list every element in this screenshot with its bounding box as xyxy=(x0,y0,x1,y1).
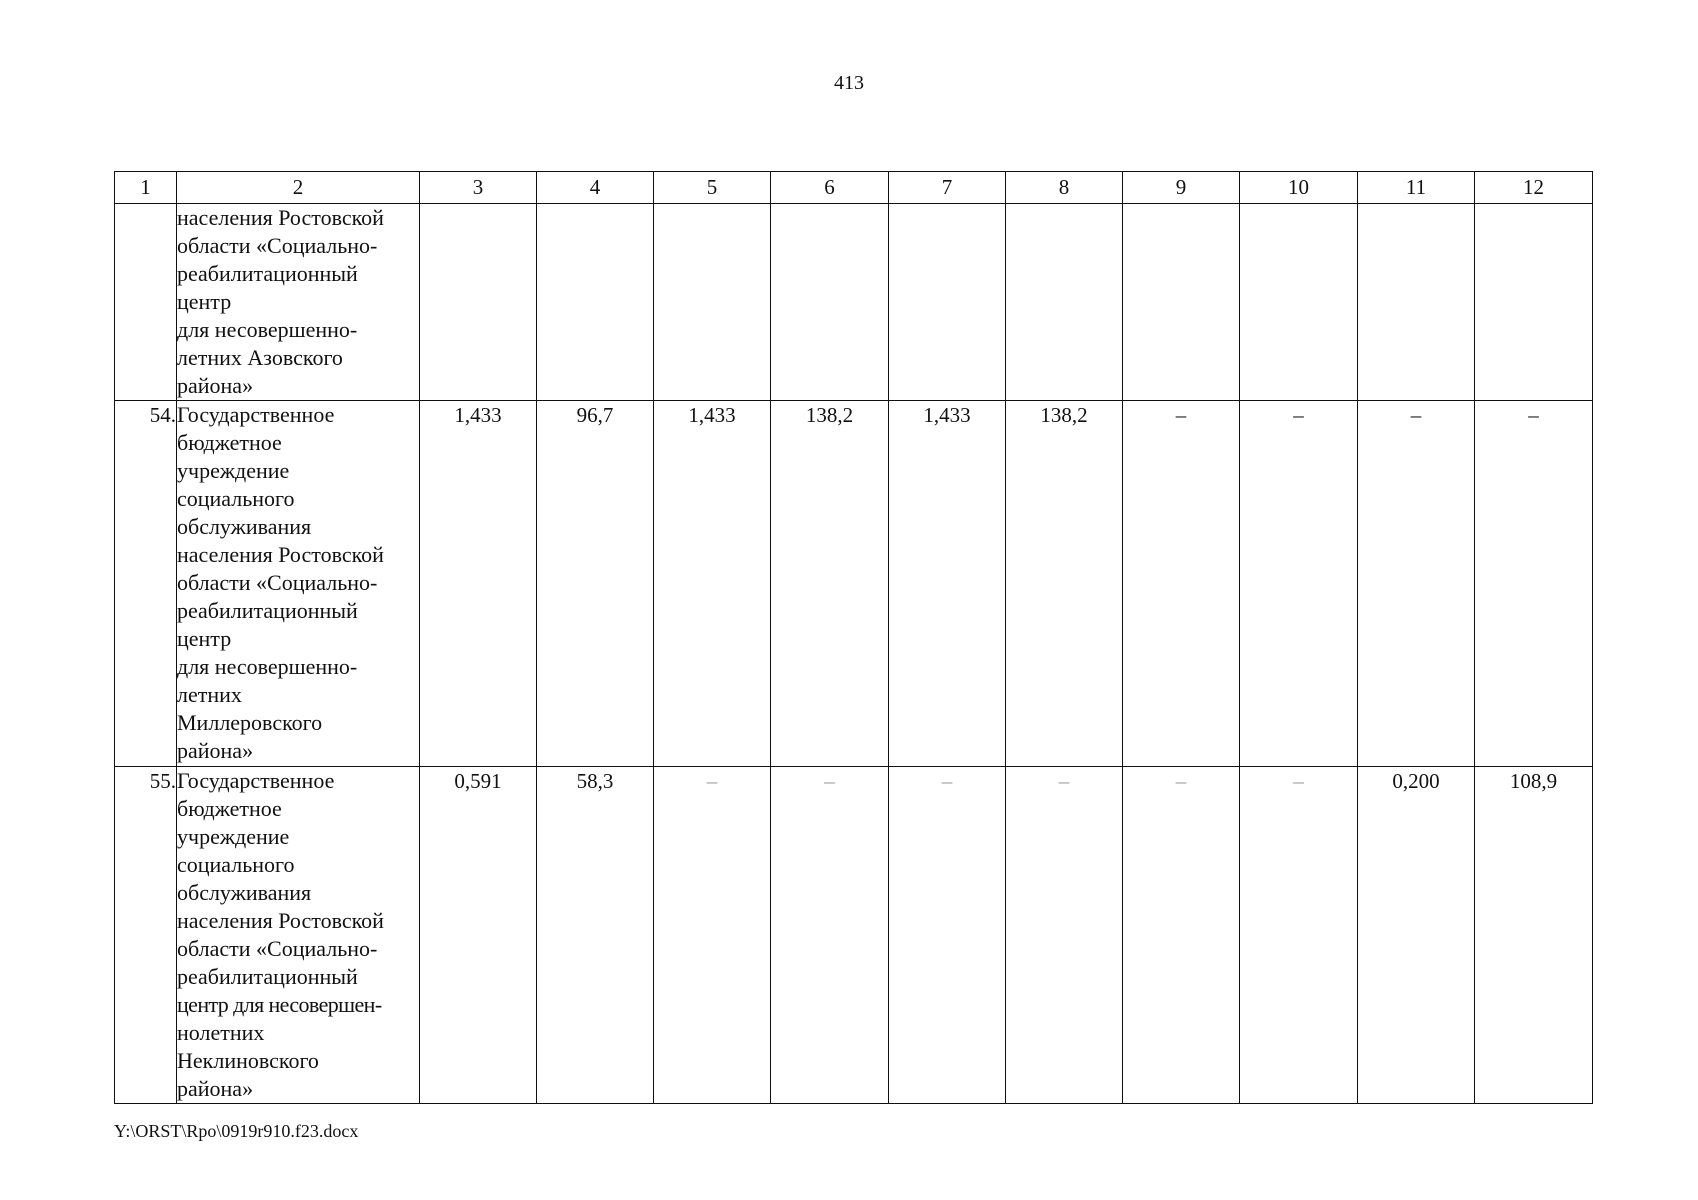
value-cell: – xyxy=(1240,401,1358,767)
value-cell xyxy=(420,204,537,401)
value-cell xyxy=(537,204,654,401)
column-header: 1 xyxy=(115,172,177,204)
name-line: реабилитационный xyxy=(177,964,358,989)
name-line: области «Социально- xyxy=(177,233,378,258)
name-line: социального xyxy=(177,852,295,877)
value-cell: 96,7 xyxy=(537,401,654,767)
value-cell xyxy=(1006,204,1123,401)
value-cell: – xyxy=(1240,767,1358,1104)
footer-file-path: Y:\ORST\Rpo\0919r910.f23.docx xyxy=(114,1121,359,1141)
column-header: 5 xyxy=(654,172,771,204)
name-line: летних xyxy=(177,682,242,707)
row-number: 54. xyxy=(115,401,177,767)
value-cell xyxy=(1358,204,1475,401)
column-header: 2 xyxy=(177,172,420,204)
value-cell: 1,433 xyxy=(889,401,1006,767)
value-cell xyxy=(1123,204,1240,401)
value-cell: 0,200 xyxy=(1358,767,1475,1104)
value-cell xyxy=(889,204,1006,401)
value-cell: – xyxy=(1123,767,1240,1104)
name-line: центр xyxy=(177,289,232,314)
name-line: района» xyxy=(177,373,254,398)
value-cell: 58,3 xyxy=(537,767,654,1104)
name-line: обслуживания xyxy=(177,880,312,905)
data-table xyxy=(114,171,1593,1104)
value-cell: 138,2 xyxy=(771,401,889,767)
name-line: нолетних xyxy=(177,1020,265,1045)
name-line: реабилитационный xyxy=(177,261,358,286)
name-line: для несовершенно- xyxy=(177,317,358,342)
value-cell xyxy=(654,204,771,401)
name-line: для несовершенно- xyxy=(177,654,358,679)
table-row xyxy=(115,204,1593,401)
value-cell: 138,2 xyxy=(1006,401,1123,767)
name-line: летних Азовского xyxy=(177,345,343,370)
value-cell xyxy=(1240,204,1358,401)
name-line: бюджетное xyxy=(177,796,282,821)
value-cell: – xyxy=(1358,401,1475,767)
column-header: 11 xyxy=(1358,172,1475,204)
column-header: 12 xyxy=(1475,172,1593,204)
name-line: бюджетное xyxy=(177,430,282,455)
table-row xyxy=(115,767,1593,1104)
name-line: населения Ростовской xyxy=(177,205,384,230)
value-cell: 0,591 xyxy=(420,767,537,1104)
header-row xyxy=(115,172,1593,204)
institution-name xyxy=(177,204,420,401)
value-cell: 1,433 xyxy=(420,401,537,767)
name-line: области «Социально- xyxy=(177,570,378,595)
name-line: населения Ростовской xyxy=(177,542,384,567)
value-cell: – xyxy=(654,767,771,1104)
name-line: обслуживания xyxy=(177,514,312,539)
name-line: Неклиновского xyxy=(177,1048,319,1073)
value-cell: – xyxy=(1123,401,1240,767)
column-header: 3 xyxy=(420,172,537,204)
value-cell: 108,9 xyxy=(1475,767,1593,1104)
row-number: 55. xyxy=(115,767,177,1104)
name-line: населения Ростовской xyxy=(177,908,384,933)
column-header: 6 xyxy=(771,172,889,204)
value-cell: – xyxy=(1475,401,1593,767)
table-row xyxy=(115,401,1593,767)
value-cell: – xyxy=(889,767,1006,1104)
value-cell: 1,433 xyxy=(654,401,771,767)
name-line: области «Социально- xyxy=(177,936,378,961)
name-line: учреждение xyxy=(177,824,290,849)
column-header: 10 xyxy=(1240,172,1358,204)
name-line: Миллеровского xyxy=(177,710,323,735)
name-line: района» xyxy=(177,738,254,763)
column-header: 7 xyxy=(889,172,1006,204)
value-cell xyxy=(1475,204,1593,401)
institution-name xyxy=(177,767,420,1104)
value-cell: – xyxy=(771,767,889,1104)
value-cell xyxy=(771,204,889,401)
name-line: района» xyxy=(177,1076,254,1101)
page-number: 413 xyxy=(834,72,864,94)
name-line: центр для несовершен- xyxy=(177,992,382,1017)
column-header: 4 xyxy=(537,172,654,204)
name-line: Государственное xyxy=(177,402,335,427)
column-header: 9 xyxy=(1123,172,1240,204)
name-line: Государственное xyxy=(177,768,335,793)
column-header: 8 xyxy=(1006,172,1123,204)
name-line: реабилитационный xyxy=(177,598,358,623)
value-cell: – xyxy=(1006,767,1123,1104)
name-line: учреждение xyxy=(177,458,290,483)
name-line: центр xyxy=(177,626,232,651)
institution-name xyxy=(177,401,420,767)
row-number xyxy=(115,204,177,401)
name-line: социального xyxy=(177,486,295,511)
